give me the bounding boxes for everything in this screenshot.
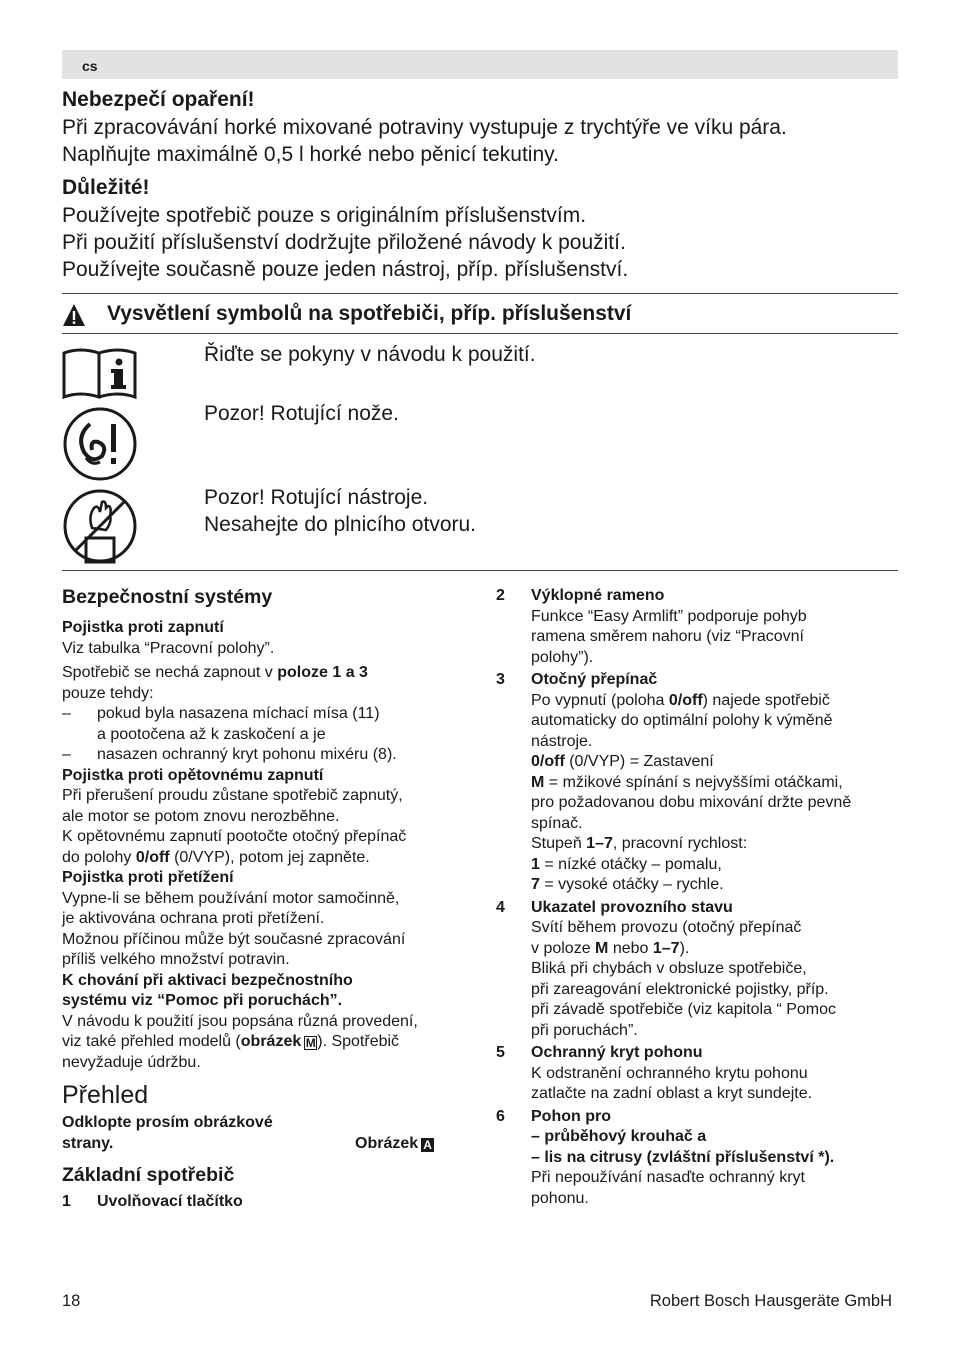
list-item: 6 Pohon pro – průběhový krouhač a – lis na citrusy (zvláštní příslušenství *). Při nepoužívání nasaďte ochranný kryt pohonu.: [496, 1107, 835, 1207]
list-item: 3 Otočný přepínač Po vypnutí (poloha 0/off) najede spotřebič automaticky do optimální polohy k výměně nástroje. 0/off (0/VYP) = Zastavení M = mžikové spínání s nejvyššími otáčkami, pro požadovanou dobu mixování držte pevně spínač. Stupeň 1–7, pracovní rychlost: 1 = nízké otáčky – pomalu, 7 = vysoké otáčky – rychle.: [496, 671, 852, 893]
symbols-heading: [62, 300, 898, 332]
company-name: Robert Bosch Hausgeräte GmbH: [649, 1292, 892, 1310]
divider: [62, 333, 898, 334]
divider: [62, 570, 898, 571]
left-column: Bezpečnostní systémy Pojistka proti zapnutí Viz tabulka “Pracovní polohy”. Spotřebič se nechá zapnout v poloze 1 a 3 pouze tehdy: – pokud byla nasazena míchací mísa (11) a pootočena až k zaskočení a je – nasazen ochranný kryt pohonu mixéru (8). Pojistka proti opětovnému zapnutí Při přerušení proudu zůstane spotřebič zapnutý, ale motor se potom znovu nerozběhne. K opětovnému zapnutí pootočte otočný přepínač do polohy 0/off (0/VYP), potom jej zapněte. Pojistka proti přetížení Vypne-li se během používání motor samočinně, je aktivována ochrana proti přetížení. Možnou příčinou může být současné zpracování příliš velkého množství potravin. K chování při aktivaci bezpečnostního systému viz “Pomoc při poruchách”. V návodu k použití jsou popsána různá provedení, viz také přehled modelů (obrázek M). Spotřebič nevyžaduje údržbu. Přehled Odklopte prosím obrázkové strany. Obrázek A Základní spotřebič 1 Uvolňovací tlačítko: [62, 584, 462, 1213]
important-line: Při použití příslušenství dodržujte přiložené návody k použití.: [62, 231, 626, 254]
symbol-description: Pozor! Rotující nože.: [204, 402, 399, 425]
safety-systems-title: Bezpečnostní systémy: [62, 586, 273, 608]
symbol-description: Pozor! Rotující nástroje. Nesahejte do plnicího otvoru.: [204, 486, 477, 536]
restart-lock-title: Pojistka proti opětovnému zapnutí: [62, 766, 324, 784]
list-item: 4 Ukazatel provozního stavu Svítí během provozu (otočný přepínač v poloze M nebo 1–7). Bliká při chybách v obsluze spotřebiče, při zareagování elektronické pojistky, příp. při závadě spotřebiče (viz kapitola “ Pomoc při poruchách”.: [496, 898, 837, 1039]
language-bar: [62, 50, 898, 79]
rotating-blade-warning-icon: [62, 406, 138, 482]
list-item: 2 Výklopné rameno Funkce “Easy Armlift” podporuje pohyb ramena směrem nahoru (viz “Pracovní polohy”).: [496, 587, 807, 666]
figure-box-label: A: [421, 1138, 434, 1152]
symbols-title: Vysvětlení symbolů na spotřebiči, příp. příslušenství: [107, 302, 632, 325]
warning-triangle-icon: [62, 303, 86, 327]
top-warnings: [62, 86, 902, 283]
overload-title: Pojistka proti přetížení: [62, 869, 234, 886]
scald-line: Při zpracovávání horké mixované potraviny vystupuje z trychtýře ve víku pára.: [62, 116, 787, 139]
no-hand-in-opening-icon: [62, 488, 138, 564]
list-item: – pokud byla nasazena míchací mísa (11) a pootočena až k zaskočení a je: [62, 705, 380, 743]
important-title: Důležité!: [62, 176, 150, 199]
language-code: cs: [82, 58, 98, 74]
list-item: 5 Ochranný kryt pohonu K odstranění ochranného krytu pohonu zatlačte na zadní oblast a kryt sundejte.: [496, 1044, 813, 1102]
scald-line: Naplňujte maximálně 0,5 l horké nebo pěnicí tekutiny.: [62, 143, 559, 166]
figure-box-label: M: [305, 1036, 316, 1050]
page-number: 18: [62, 1292, 81, 1310]
list-item: 1 Uvolňovací tlačítko: [62, 1193, 243, 1210]
important-line: Používejte současně pouze jeden nástroj, příp. příslušenství.: [62, 258, 629, 281]
scald-warning-title: Nebezpečí opaření!: [62, 88, 255, 111]
right-column: [496, 586, 901, 1209]
divider: [62, 293, 898, 294]
symbol-description: Řiďte se pokyny v návodu k použití.: [204, 343, 536, 366]
basic-appliance-title: Základní spotřebič: [62, 1164, 235, 1186]
list-item: – nasazen ochranný kryt pohonu mixéru (8).: [62, 746, 397, 763]
important-line: Používejte spotřebič pouze s originálním příslušenstvím.: [62, 204, 587, 227]
overview-title: Přehled: [62, 1081, 149, 1109]
startup-lock-title: Pojistka proti zapnutí: [62, 619, 224, 636]
manual-info-icon: [62, 345, 138, 401]
